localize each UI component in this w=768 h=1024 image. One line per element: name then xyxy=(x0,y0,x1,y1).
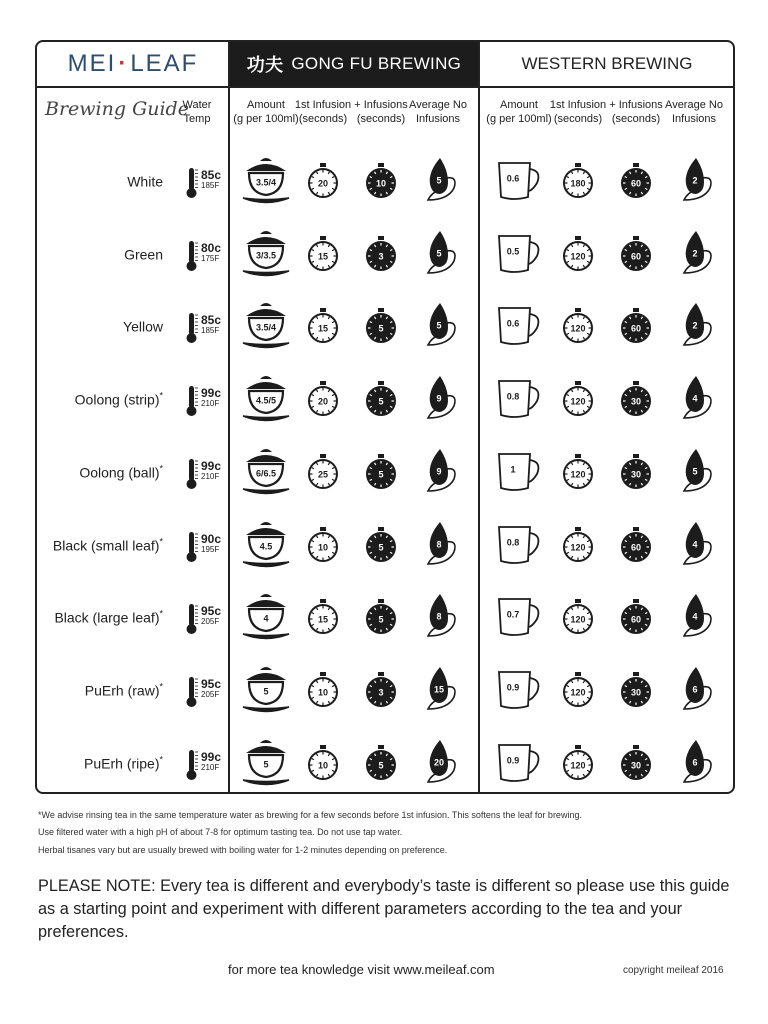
col-gongfu-amount-line-1: Amount xyxy=(247,99,285,111)
col-gongfu-plus-infusions-line-1: + Infusions xyxy=(354,99,408,111)
logo-text-leaf: LEAF xyxy=(130,50,199,77)
stopwatch-light-icon-seconds: 15 xyxy=(317,323,329,334)
water-temp xyxy=(201,460,221,482)
tea-name: White xyxy=(127,173,163,190)
footnote-star: * xyxy=(159,390,163,401)
water-temp xyxy=(201,751,221,773)
logo-dot: · xyxy=(118,50,129,77)
tea-name: Oolong (ball) xyxy=(79,464,160,481)
logo-text-mei: MEI xyxy=(67,50,117,77)
col-western-first-infusion-line-1: 1st Infusion xyxy=(549,99,607,111)
stopwatch-dark-icon-seconds: 5 xyxy=(378,323,384,334)
stopwatch-dark-icon-seconds: 5 xyxy=(378,541,384,552)
stopwatch-light-icon xyxy=(303,234,343,274)
water-temp xyxy=(201,387,221,409)
gaiwan-amount: 3.5/4 xyxy=(255,177,277,188)
temp-fahrenheit: 175F xyxy=(201,253,220,263)
tea-name: Green xyxy=(124,246,163,263)
gaiwan-icon xyxy=(240,446,292,498)
footnote-herbal: Herbal tisanes vary but are usually brewed with boiling water for 1-2 minutes depending on preference. xyxy=(38,845,448,855)
tea-name: Black (small leaf) xyxy=(52,536,160,553)
temp-celsius: 99c xyxy=(201,386,222,401)
temp-celsius: 85c xyxy=(201,313,222,328)
stopwatch-light-icon-seconds: 120 xyxy=(570,396,586,407)
infusions-count: 15 xyxy=(433,684,445,695)
tea-name: Oolong (strip) xyxy=(74,391,160,408)
stopwatch-light-icon-seconds: 10 xyxy=(317,687,329,698)
stopwatch-dark-icon xyxy=(616,743,656,783)
stopwatch-light-icon xyxy=(303,525,343,565)
stopwatch-light-icon-seconds: 25 xyxy=(317,469,329,480)
mug-icon xyxy=(494,232,544,276)
infusions-count: 9 xyxy=(436,393,442,404)
temp-celsius: 80c xyxy=(201,240,222,255)
mug-amount: 0.9 xyxy=(506,754,520,765)
mug-icon xyxy=(494,668,544,712)
tea-type-label xyxy=(79,463,163,480)
footnote-star: * xyxy=(159,536,163,547)
stopwatch-dark-icon-seconds: 60 xyxy=(630,323,642,334)
leaf-drop-icon xyxy=(674,374,714,420)
infusions-count: 5 xyxy=(436,320,442,331)
stopwatch-dark-icon-seconds: 60 xyxy=(630,178,642,189)
stopwatch-light-icon-seconds: 120 xyxy=(570,614,586,625)
tea-type-label xyxy=(85,682,163,699)
stopwatch-light-icon-seconds: 120 xyxy=(570,323,586,334)
mug-icon xyxy=(494,450,544,494)
stopwatch-dark-icon-seconds: 5 xyxy=(378,759,384,770)
gaiwan-amount: 5 xyxy=(263,758,269,769)
thermometer-icon xyxy=(186,240,198,272)
col-western-amount-line-2: (g per 100ml) xyxy=(486,113,552,125)
thermometer-icon xyxy=(186,603,198,635)
col-gongfu-plus-infusions xyxy=(354,98,408,126)
temp-celsius: 99c xyxy=(201,458,222,473)
leaf-drop-icon xyxy=(674,520,714,566)
logo xyxy=(37,42,229,88)
infusions-count: 5 xyxy=(436,175,442,186)
stopwatch-dark-icon-seconds: 30 xyxy=(630,759,642,770)
stopwatch-light-icon xyxy=(303,597,343,637)
gongfu-header xyxy=(229,42,479,88)
stopwatch-dark-icon-seconds: 5 xyxy=(378,396,384,407)
stopwatch-light-icon xyxy=(303,306,343,346)
stopwatch-light-icon xyxy=(558,379,598,419)
stopwatch-light-icon-seconds: 20 xyxy=(317,396,329,407)
stopwatch-dark-icon xyxy=(361,379,401,419)
col-water-temp-line-1: Water xyxy=(182,99,212,111)
tea-name: Black (large leaf) xyxy=(54,609,160,626)
water-temp xyxy=(201,242,221,264)
infusions-count: 2 xyxy=(692,248,698,259)
gaiwan-icon xyxy=(240,519,292,571)
footnote-star: * xyxy=(159,681,163,692)
temp-celsius: 95c xyxy=(201,604,222,619)
stopwatch-dark-icon xyxy=(361,597,401,637)
stopwatch-dark-icon-seconds: 60 xyxy=(630,251,642,262)
infusions-count: 6 xyxy=(692,684,698,695)
thermometer-icon xyxy=(186,385,198,417)
stopwatch-light-icon-seconds: 120 xyxy=(570,687,586,698)
stopwatch-light-icon xyxy=(558,161,598,201)
thermometer-icon xyxy=(186,312,198,344)
col-gongfu-avg-infusions-line-2: Infusions xyxy=(415,113,461,125)
thermometer-icon xyxy=(186,749,198,781)
stopwatch-light-icon xyxy=(303,161,343,201)
footnote-star: * xyxy=(159,463,163,474)
leaf-drop-icon xyxy=(674,156,714,202)
col-western-first-infusion-line-2: (seconds) xyxy=(553,113,603,125)
stopwatch-dark-icon xyxy=(616,670,656,710)
gaiwan-icon xyxy=(240,373,292,425)
water-temp xyxy=(201,533,221,555)
infusions-count: 8 xyxy=(436,611,442,622)
footnote-rinse: *We advise rinsing tea in the same temperature water as brewing for a few seconds before 1st infusion. This softens the leaf for brewing. xyxy=(38,810,582,820)
leaf-drop-icon xyxy=(418,229,458,275)
stopwatch-dark-icon-seconds: 5 xyxy=(378,469,384,480)
temp-celsius: 90c xyxy=(201,531,222,546)
infusions-count: 8 xyxy=(436,538,442,549)
stopwatch-light-icon xyxy=(303,379,343,419)
stopwatch-dark-icon-seconds: 60 xyxy=(630,614,642,625)
stopwatch-dark-icon-seconds: 30 xyxy=(630,396,642,407)
temp-fahrenheit: 205F xyxy=(201,617,220,627)
stopwatch-light-icon xyxy=(558,452,598,492)
stopwatch-dark-icon xyxy=(361,161,401,201)
water-temp xyxy=(201,678,221,700)
col-gongfu-plus-infusions-line-2: (seconds) xyxy=(356,113,406,125)
mug-amount: 0.8 xyxy=(506,391,520,402)
stopwatch-dark-icon xyxy=(361,743,401,783)
col-gongfu-first-infusion-line-2: (seconds) xyxy=(298,113,348,125)
temp-fahrenheit: 195F xyxy=(201,544,220,554)
divider-western xyxy=(478,42,480,792)
stopwatch-dark-icon-seconds: 3 xyxy=(378,251,384,262)
western-title: WESTERN BREWING xyxy=(521,54,693,73)
temp-celsius: 95c xyxy=(201,676,222,691)
leaf-drop-icon xyxy=(418,447,458,493)
stopwatch-dark-icon xyxy=(616,452,656,492)
temp-fahrenheit: 205F xyxy=(201,689,220,699)
please-note: PLEASE NOTE: Every tea is different and everybody’s taste is different so please use this guide as a starting point and experiment with different parameters according to the tea and your preferences. xyxy=(38,877,730,941)
col-water-temp-line-2: Temp xyxy=(183,113,211,125)
col-gongfu-amount-line-2: (g per 100ml) xyxy=(233,113,299,125)
stopwatch-dark-icon-seconds: 10 xyxy=(375,178,387,189)
stopwatch-dark-icon xyxy=(616,234,656,274)
leaf-drop-icon xyxy=(418,520,458,566)
stopwatch-dark-icon xyxy=(616,161,656,201)
col-western-first-infusion xyxy=(550,98,606,126)
stopwatch-dark-icon xyxy=(361,452,401,492)
footnote-star: * xyxy=(159,608,163,619)
stopwatch-dark-icon xyxy=(616,525,656,565)
mug-icon xyxy=(494,595,544,639)
infusions-count: 2 xyxy=(692,175,698,186)
stopwatch-light-icon xyxy=(558,306,598,346)
temp-celsius: 85c xyxy=(201,168,222,182)
stopwatch-dark-icon-seconds: 3 xyxy=(378,687,384,698)
gaiwan-icon xyxy=(240,591,292,643)
stopwatch-light-icon-seconds: 120 xyxy=(570,541,586,552)
stopwatch-light-icon xyxy=(303,452,343,492)
tea-type-label xyxy=(53,536,163,553)
tea-type-label xyxy=(54,609,163,626)
stopwatch-dark-icon xyxy=(361,670,401,710)
gaiwan-amount: 6/6.5 xyxy=(255,468,277,479)
gaiwan-amount: 4.5/5 xyxy=(255,395,277,406)
stopwatch-light-icon xyxy=(558,743,598,783)
footnote-star: * xyxy=(159,754,163,765)
stopwatch-light-icon xyxy=(558,670,598,710)
tea-type-label xyxy=(84,754,163,771)
tea-type-label xyxy=(124,245,163,262)
temp-fahrenheit: 185F xyxy=(201,326,220,336)
leaf-drop-icon xyxy=(418,374,458,420)
stopwatch-light-icon-seconds: 120 xyxy=(570,251,586,262)
brewing-guide-title: Brewing Guide xyxy=(45,98,189,120)
stopwatch-light-icon-seconds: 120 xyxy=(570,469,586,480)
stopwatch-light-icon-seconds: 120 xyxy=(570,759,586,770)
stopwatch-dark-icon xyxy=(616,597,656,637)
tea-type-label xyxy=(75,391,163,408)
brewing-guide-table xyxy=(35,40,735,794)
thermometer-icon xyxy=(186,167,198,199)
stopwatch-dark-icon xyxy=(616,379,656,419)
gaiwan-amount: 5 xyxy=(263,686,269,697)
divider-gongfu xyxy=(228,42,230,792)
infusions-count: 4 xyxy=(692,611,698,622)
gongfu-title: GONG FU BREWING xyxy=(291,54,462,73)
leaf-drop-icon xyxy=(418,301,458,347)
stopwatch-dark-icon-seconds: 30 xyxy=(630,469,642,480)
mug-amount: 1 xyxy=(510,464,516,475)
col-western-plus-infusions-line-1: + Infusions xyxy=(609,99,663,111)
tea-name: Yellow xyxy=(123,318,163,335)
tea-type-label xyxy=(123,318,163,335)
leaf-drop-icon xyxy=(674,301,714,347)
infusions-count: 4 xyxy=(692,538,698,549)
gaiwan-icon xyxy=(240,300,292,352)
leaf-drop-icon xyxy=(418,156,458,202)
tea-name: PuErh (ripe) xyxy=(84,754,160,771)
stopwatch-light-icon-seconds: 10 xyxy=(317,759,329,770)
temp-celsius: 99c xyxy=(201,749,222,764)
stopwatch-dark-icon-seconds: 5 xyxy=(378,614,384,625)
stopwatch-light-icon-seconds: 10 xyxy=(317,541,329,552)
infusions-count: 6 xyxy=(692,756,698,767)
gaiwan-icon xyxy=(240,664,292,716)
leaf-drop-icon xyxy=(674,738,714,784)
temp-fahrenheit: 185F xyxy=(201,181,220,190)
col-western-plus-infusions xyxy=(609,98,663,126)
stopwatch-light-icon xyxy=(558,597,598,637)
copyright: copyright meileaf 2016 xyxy=(623,965,724,976)
stopwatch-dark-icon xyxy=(616,306,656,346)
thermometer-icon xyxy=(186,531,198,563)
mug-amount: 0.6 xyxy=(506,318,520,329)
leaf-drop-icon xyxy=(418,592,458,638)
infusions-count: 20 xyxy=(433,756,445,767)
western-header xyxy=(479,42,735,88)
gongfu-chinese: 功夫 xyxy=(246,55,284,76)
stopwatch-dark-icon xyxy=(361,306,401,346)
infusions-count: 9 xyxy=(436,466,442,477)
col-gongfu-avg-infusions-line-1: Average No xyxy=(409,99,467,111)
stopwatch-dark-icon-seconds: 30 xyxy=(630,687,642,698)
gaiwan-amount: 4.5 xyxy=(259,540,273,551)
col-western-amount-line-1: Amount xyxy=(500,99,538,111)
mug-amount: 0.8 xyxy=(506,536,520,547)
gaiwan-icon xyxy=(240,228,292,280)
gaiwan-icon xyxy=(240,155,292,207)
stopwatch-light-icon-seconds: 180 xyxy=(570,178,586,189)
mug-icon xyxy=(494,523,544,567)
gaiwan-amount: 3.5/4 xyxy=(255,322,277,333)
tea-name: PuErh (raw) xyxy=(84,682,160,699)
col-western-plus-infusions-line-2: (seconds) xyxy=(611,113,661,125)
stopwatch-light-icon xyxy=(558,234,598,274)
leaf-drop-icon xyxy=(674,447,714,493)
gaiwan-amount: 4 xyxy=(263,613,269,624)
infusions-count: 5 xyxy=(692,466,698,477)
col-gongfu-first-infusion xyxy=(295,98,351,126)
mug-amount: 0.7 xyxy=(506,609,520,620)
col-water-temp xyxy=(183,98,212,126)
stopwatch-light-icon xyxy=(303,670,343,710)
mug-amount: 0.5 xyxy=(506,246,520,257)
col-western-amount xyxy=(486,98,551,126)
gaiwan-icon xyxy=(240,737,292,789)
temp-fahrenheit: 210F xyxy=(201,762,220,772)
footnote-water: Use filtered water with a high pH of about 7-8 for optimum tasting tea. Do not use tap water. xyxy=(38,827,403,837)
stopwatch-dark-icon-seconds: 60 xyxy=(630,541,642,552)
stopwatch-light-icon xyxy=(558,525,598,565)
mug-amount: 0.6 xyxy=(506,173,520,184)
mug-icon xyxy=(494,377,544,421)
leaf-drop-icon xyxy=(674,229,714,275)
col-western-avg-infusions-line-2: Infusions xyxy=(671,113,717,125)
stopwatch-light-icon-seconds: 20 xyxy=(317,178,329,189)
visit-link-text: for more tea knowledge visit www.meileaf.com xyxy=(228,962,495,977)
thermometer-icon xyxy=(186,676,198,708)
stopwatch-light-icon-seconds: 15 xyxy=(317,251,329,262)
stopwatch-dark-icon xyxy=(361,525,401,565)
mug-icon xyxy=(494,304,544,348)
stopwatch-light-icon xyxy=(303,743,343,783)
col-western-avg-infusions xyxy=(665,98,723,126)
thermometer-icon xyxy=(186,458,198,490)
water-temp xyxy=(201,314,221,336)
tea-type-label xyxy=(127,173,163,190)
temp-fahrenheit: 210F xyxy=(201,471,220,481)
col-gongfu-amount xyxy=(233,98,298,126)
leaf-drop-icon xyxy=(418,738,458,784)
col-gongfu-avg-infusions xyxy=(409,98,467,126)
water-temp xyxy=(201,605,221,627)
col-western-avg-infusions-line-1: Average No xyxy=(665,99,723,111)
leaf-drop-icon xyxy=(418,665,458,711)
infusions-count: 5 xyxy=(436,248,442,259)
col-gongfu-first-infusion-line-1: 1st Infusion xyxy=(294,99,352,111)
mug-icon xyxy=(494,741,544,785)
stopwatch-light-icon-seconds: 15 xyxy=(317,614,329,625)
gaiwan-amount: 3/3.5 xyxy=(255,250,277,261)
leaf-drop-icon xyxy=(674,665,714,711)
leaf-drop-icon xyxy=(674,592,714,638)
mug-amount: 0.9 xyxy=(506,682,520,693)
stopwatch-dark-icon xyxy=(361,234,401,274)
temp-fahrenheit: 210F xyxy=(201,399,220,409)
infusions-count: 2 xyxy=(692,320,698,331)
mug-icon xyxy=(494,159,544,203)
water-temp xyxy=(201,169,221,191)
infusions-count: 4 xyxy=(692,393,698,404)
